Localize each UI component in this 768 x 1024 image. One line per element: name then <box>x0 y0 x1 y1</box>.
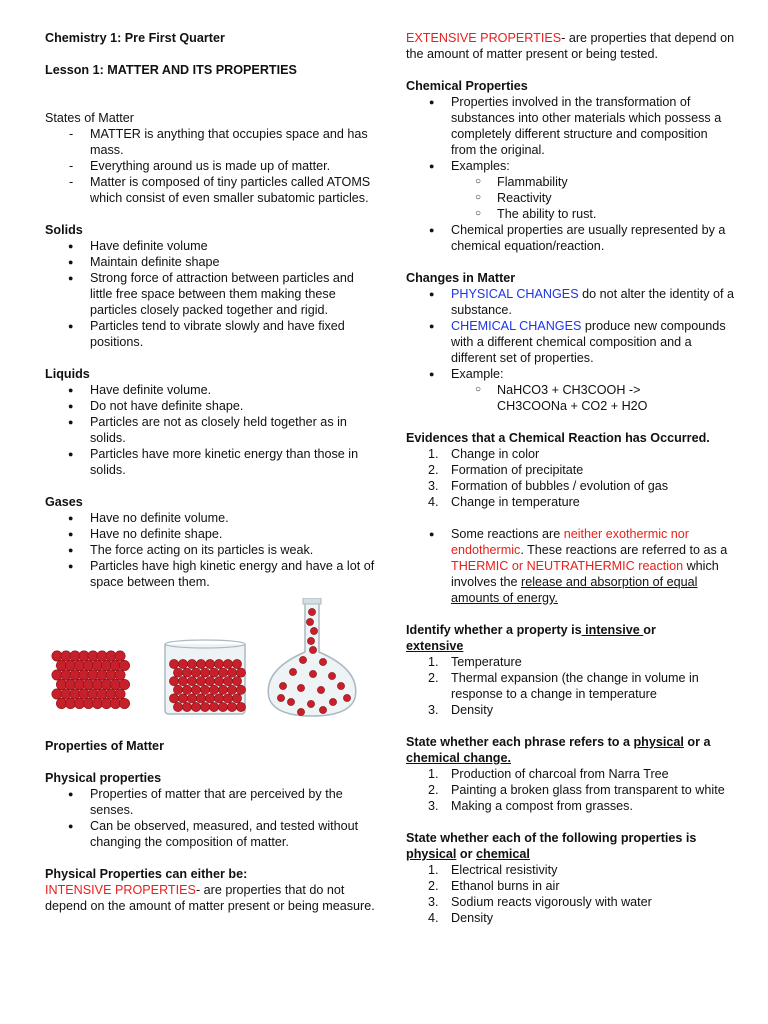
extensive-def-text: - are properties that depend on the amount of matter present or being tested. <box>406 31 735 61</box>
equation-line-2: CH3COONa + CO2 + H2O <box>497 399 648 413</box>
particle <box>232 659 241 668</box>
particle <box>191 702 200 711</box>
particle <box>169 659 178 668</box>
particle <box>309 646 316 653</box>
list-item: ● Can be observed, measured, and tested without changing the composition of matter. <box>45 818 375 850</box>
list-item: 3. Sodium reacts vigorously with water <box>428 895 652 909</box>
particle <box>187 677 196 686</box>
list-item: ● Some reactions are neither exothermic nor endothermic. These reactions are referred to as a THERMIC or NEUTRATHERMIC reaction which involves the release and absorption of equal amounts of energy. <box>406 526 736 606</box>
list-item: ● Particles tend to vibrate slowly and have fixed positions. <box>45 318 375 350</box>
states-heading: States of Matter <box>45 111 134 125</box>
list-item: ● Have no definite volume. <box>45 510 375 526</box>
states-list <box>45 126 375 206</box>
particle <box>191 668 200 677</box>
particle <box>209 702 218 711</box>
list-item: ● Particles have more kinetic energy than those in solids. <box>45 446 375 478</box>
list-item: ● Properties of matter that are perceived by the senses. <box>45 786 375 818</box>
particle <box>173 668 182 677</box>
intensive-definition <box>45 882 375 914</box>
list-item: ● Strong force of attraction between particles and little free space between them making these particles closely packed together and rigid. <box>45 270 375 318</box>
list-item: - Matter is composed of tiny particles called ATOMS which consist of even smaller subatomic particles. <box>45 174 375 206</box>
list-item: ● Example: <box>406 366 736 382</box>
thermic-note <box>406 526 736 606</box>
particle <box>289 668 296 675</box>
particle <box>119 660 129 670</box>
intensive-def-text: - are properties that do not depend on the amount of matter present or being measure. <box>45 883 375 913</box>
particle <box>308 608 315 615</box>
list-item: ● Maintain definite shape <box>45 254 375 270</box>
particle <box>209 685 218 694</box>
list-item: ○ Flammability <box>406 174 736 190</box>
chemical-equation <box>406 382 736 414</box>
extensive-definition <box>406 30 736 62</box>
list-item: ● Have no definite shape. <box>45 526 375 542</box>
particle <box>337 682 344 689</box>
chemical-changes-term: CHEMICAL CHANGES <box>451 319 582 333</box>
particle <box>169 677 178 686</box>
list-item: 2. Ethanol burns in air <box>428 879 560 893</box>
list-item: ○ Reactivity <box>406 190 736 206</box>
particle <box>236 668 245 677</box>
either-heading: Physical Properties can either be: <box>45 867 248 881</box>
physical-changes-text: do not alter the identity of a substance. <box>451 287 735 317</box>
particle <box>182 702 191 711</box>
particle <box>223 677 232 686</box>
particle <box>182 668 191 677</box>
list-item: 3. Density <box>428 703 493 717</box>
list-item <box>406 286 736 318</box>
solids-heading: Solids <box>45 223 83 237</box>
particle <box>115 689 125 699</box>
particle <box>297 708 304 715</box>
particle <box>297 684 304 691</box>
properties-heading: Properties of Matter <box>45 739 164 753</box>
extensive-term: EXTENSIVE PROPERTIES <box>406 31 562 45</box>
list-item: 3. Formation of bubbles / evolution of gas <box>428 479 669 493</box>
list-item: 2. Formation of precipitate <box>428 463 584 477</box>
changes-heading: Changes in Matter <box>406 271 516 285</box>
liquid-beaker-image <box>165 640 246 714</box>
particle <box>178 659 187 668</box>
particle <box>227 668 236 677</box>
particle <box>178 677 187 686</box>
particle <box>306 618 313 625</box>
list-item <box>406 318 736 366</box>
evidence-list <box>406 446 736 510</box>
list-item: 1. Temperature <box>428 655 522 669</box>
list-item: ● Have definite volume. <box>45 382 375 398</box>
particle <box>182 685 191 694</box>
solid-particles-image <box>52 651 130 709</box>
list-item: 4. Density <box>428 911 493 925</box>
particle <box>236 685 245 694</box>
list-item: 3. Making a compost from grasses. <box>428 799 633 813</box>
particle <box>227 685 236 694</box>
particle <box>218 702 227 711</box>
list-item: 2. Painting a broken glass from transparent to white <box>428 783 725 797</box>
chemical-properties-list <box>406 94 736 174</box>
particle <box>329 698 336 705</box>
list-item <box>406 158 736 174</box>
question-3-list <box>406 862 736 926</box>
particle <box>309 670 316 677</box>
equation-line-1: NaHCO3 + CH3COOH -> <box>497 383 641 397</box>
list-item: ○ The ability to rust. <box>406 206 736 222</box>
solids-list <box>45 238 375 350</box>
list-item: ● Do not have definite shape. <box>45 398 375 414</box>
particle <box>317 686 324 693</box>
particle <box>115 670 125 680</box>
list-item: 1. Production of charcoal from Narra Tree <box>428 767 669 781</box>
particle <box>119 698 129 708</box>
particle <box>218 668 227 677</box>
particle <box>310 627 317 634</box>
list-item: ● Chemical properties are usually represented by a chemical equation/reaction. <box>406 222 736 254</box>
gases-heading: Gases <box>45 495 83 509</box>
particle <box>328 672 335 679</box>
particle <box>173 685 182 694</box>
particle <box>319 706 326 713</box>
list-item: - Everything around us is made up of matter. <box>45 158 375 174</box>
particle <box>214 694 223 703</box>
particle <box>119 679 129 689</box>
physical-heading: Physical properties <box>45 771 162 785</box>
particle <box>187 694 196 703</box>
particle <box>232 677 241 686</box>
gas-flask-image <box>268 598 356 716</box>
particle <box>319 658 326 665</box>
list-item: ● Have definite volume <box>45 238 375 254</box>
particle <box>200 685 209 694</box>
gases-list <box>45 510 375 590</box>
particle <box>307 700 314 707</box>
chemical-examples-list <box>406 174 736 222</box>
particle <box>227 702 236 711</box>
list-item: 4. Change in temperature <box>428 495 580 509</box>
list-item: 1. Electrical resistivity <box>428 863 558 877</box>
particle <box>307 637 314 644</box>
chemical-properties-list-cont <box>406 222 736 254</box>
particle <box>205 677 214 686</box>
particle <box>200 702 209 711</box>
question-3-heading: State whether each of the following properties is physical or chemical <box>406 831 697 861</box>
left-column <box>45 30 375 914</box>
particle <box>173 702 182 711</box>
physical-list <box>45 786 375 850</box>
list-item: - MATTER is anything that occupies space and has mass. <box>45 126 375 158</box>
particle <box>236 702 245 711</box>
list-item: ● Properties involved in the transformation of substances into other materials which possess a completely different structure and composition from the original. <box>406 94 736 158</box>
particle <box>178 694 187 703</box>
list-item: ● The force acting on its particles is weak. <box>45 542 375 558</box>
particle <box>287 698 294 705</box>
particle <box>223 694 232 703</box>
list-item: ● Particles have high kinetic energy and have a lot of space between them. <box>45 558 375 590</box>
question-2-list <box>406 766 736 814</box>
doc-title: Chemistry 1: Pre First Quarter <box>45 31 225 45</box>
changes-list <box>406 286 736 382</box>
particle <box>205 694 214 703</box>
physical-changes-term: PHYSICAL CHANGES <box>451 287 579 301</box>
intensive-term: INTENSIVE PROPERTIES <box>45 883 196 897</box>
lesson-title: Lesson 1: MATTER AND ITS PROPERTIES <box>45 63 297 77</box>
liquids-list <box>45 382 375 478</box>
particle <box>196 694 205 703</box>
particle <box>277 694 284 701</box>
examples-label: Examples: <box>451 159 510 173</box>
particle <box>343 694 350 701</box>
equation-list <box>406 382 736 414</box>
particle <box>205 659 214 668</box>
chemical-changes-text: produce new compounds with a different chemical composition and a different set of properties. <box>451 319 726 365</box>
particle <box>223 659 232 668</box>
particle <box>115 651 125 661</box>
question-1-heading: Identify whether a property is intensive or extensive <box>406 623 656 653</box>
right-column <box>406 30 736 926</box>
question-1-list <box>406 654 736 718</box>
particle <box>299 656 306 663</box>
question-2-heading: State whether each phrase refers to a physical or a chemical change. <box>406 735 711 765</box>
list-item: 1. Change in color <box>428 447 540 461</box>
particle <box>187 659 196 668</box>
list-item: 2. Thermal expansion (the change in volume in response to a change in temperature <box>428 671 699 701</box>
particle <box>218 685 227 694</box>
particle <box>232 694 241 703</box>
particle <box>196 659 205 668</box>
states-of-matter-illustration <box>45 598 375 718</box>
particle <box>214 659 223 668</box>
list-item: ● Particles are not as closely held together as in solids. <box>45 414 375 446</box>
chemical-properties-heading: Chemical Properties <box>406 79 528 93</box>
liquids-heading: Liquids <box>45 367 90 381</box>
particle <box>214 677 223 686</box>
particle <box>200 668 209 677</box>
particle <box>191 685 200 694</box>
particle <box>196 677 205 686</box>
evidence-heading: Evidences that a Chemical Reaction has Occurred. <box>406 431 710 445</box>
particle <box>209 668 218 677</box>
particle <box>169 694 178 703</box>
particle <box>279 682 286 689</box>
